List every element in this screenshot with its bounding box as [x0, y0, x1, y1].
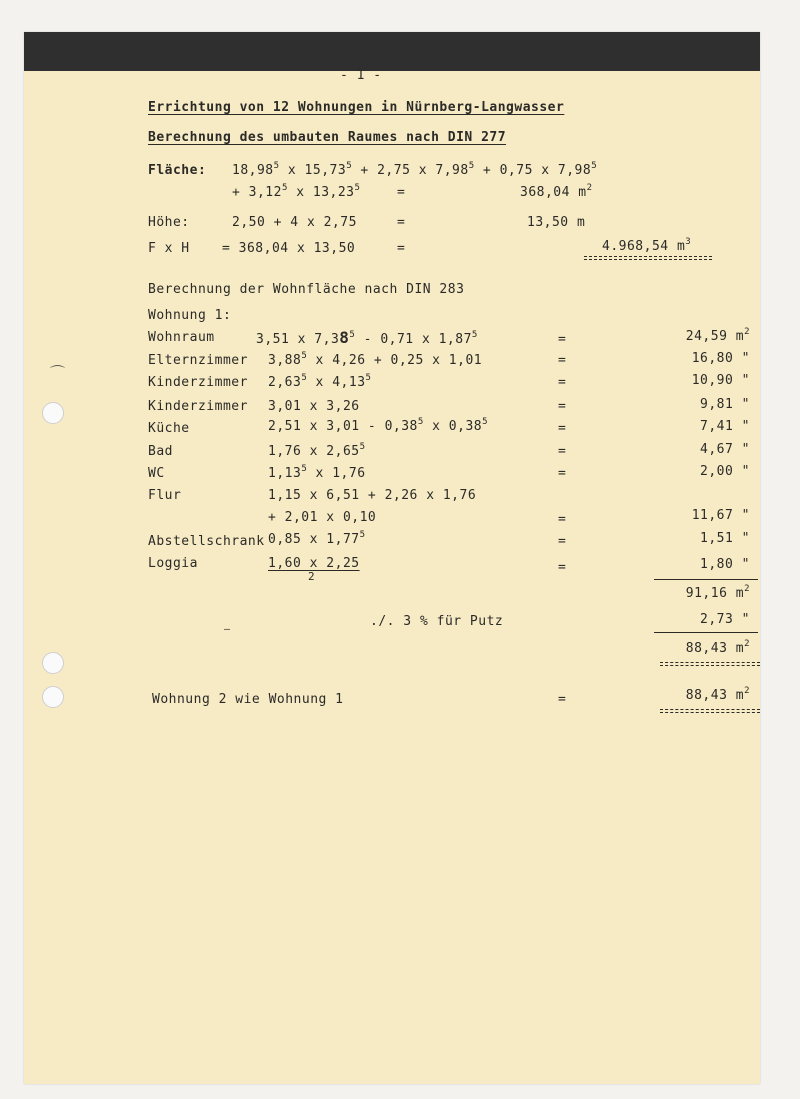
fxh-equals: = [397, 241, 406, 256]
room-equals: = [558, 444, 567, 459]
room-name: WC [148, 466, 165, 481]
project-title: Errichtung von 12 Wohnungen in Nürnberg-Langwasser [148, 100, 565, 115]
room-name: Loggia [148, 556, 198, 571]
room-equals: = [558, 353, 567, 368]
double-underline [660, 662, 760, 666]
flaeche-expression-line2: + $3,12^5$ x 13,23$^5$ [232, 183, 361, 200]
room-value: 24,59 $m^2$ [685, 327, 750, 344]
hoehe-equals: = [397, 215, 406, 230]
room-expression: 1,15 x 6,51 + 2,26 x 1,76 [268, 488, 477, 503]
hoehe-expression: 2,50 + 4 x 2,75 [232, 215, 357, 230]
room-name: Kinderzimmer [148, 375, 248, 390]
room-name: Abstellschrank [148, 534, 265, 549]
room-equals: = [558, 512, 567, 527]
room-equals: = [558, 375, 567, 390]
room-expression: 3,01 x 3,26 [268, 399, 360, 414]
putz-label: ./. 3 % für Putz [370, 614, 504, 629]
room-expression: 3,51 x 7,38$^5$ - 0,71 x 1,87$^5$ [256, 328, 478, 347]
room-value: 16,80 " [691, 351, 750, 366]
room-expression: 2,63$^5$ x 4,13$^5$ [268, 373, 372, 390]
putz-value: 2,73 " [700, 612, 750, 627]
room-equals: = [558, 466, 567, 481]
hoehe-label: Höhe: [148, 215, 190, 230]
room-expression: 1,60 x 2,25 [268, 556, 360, 571]
room-value: 11,67 " [691, 508, 750, 523]
total-value: 88,43 $m^2$ [685, 639, 750, 656]
unit-heading: Wohnung 1: [148, 308, 232, 323]
room-expression: 2,51 x 3,01 - 0,38$^5$ x 0,38$^5$ [268, 417, 489, 434]
fxh-result: 4.968,54 $m^3$ [602, 237, 692, 254]
room-name: Küche [148, 421, 190, 436]
room-equals: = [558, 560, 567, 575]
room-name: Kinderzimmer [148, 399, 248, 414]
fxh-expression: = 368,04 x 13,50 [222, 241, 356, 256]
room-expression: 1,13$^5$ x 1,76 [268, 464, 366, 481]
room-expression: 0,85 x 1,77$^5$ [268, 530, 366, 547]
flaeche-result: 368,04 $m^2$ [520, 183, 593, 200]
punch-hole [42, 402, 64, 424]
room-expression-continued: + 2,01 x 0,10 [268, 510, 377, 525]
calc-title: Berechnung des umbauten Raumes nach DIN 277 [148, 130, 507, 145]
room-equals: = [558, 399, 567, 414]
room-value: 7,41 " [700, 419, 750, 434]
document-page [24, 32, 760, 1084]
room-equals: = [558, 534, 567, 549]
room-name: Bad [148, 444, 173, 459]
punch-hole [42, 686, 64, 708]
living-area-title: Berechnung der Wohnfläche nach DIN 283 [148, 282, 465, 297]
page-number: - 1 - [340, 68, 382, 83]
room-value: 2,00 " [700, 464, 750, 479]
unit2-equals: = [558, 692, 567, 707]
room-value: 4,67 " [700, 442, 750, 457]
room-value: 9,81 " [700, 397, 750, 412]
subtotal-value: 91,16 $m^2$ [685, 584, 750, 601]
room-expression: 3,88$^5$ x 4,26 + 0,25 x 1,01 [268, 351, 483, 368]
room-name: Elternzimmer [148, 353, 248, 368]
room-expression: 1,76 x 2,65$^5$ [268, 442, 366, 459]
sum-rule [654, 579, 758, 580]
scan-edge-bar [24, 32, 760, 71]
room-name: Flur [148, 488, 182, 503]
room-value: 1,80 " [700, 557, 750, 572]
double-underline [660, 709, 760, 713]
unit2-label: Wohnung 2 wie Wohnung 1 [152, 692, 344, 707]
flaeche-label: Fläche: [148, 163, 207, 178]
fxh-label: F x H [148, 241, 190, 256]
room-equals: = [558, 421, 567, 436]
flaeche-equals: = [397, 185, 406, 200]
margin-dash: — [224, 624, 231, 635]
room-value: 1,51 " [700, 531, 750, 546]
sum-rule [654, 632, 758, 633]
hoehe-result: 13,50 m [527, 215, 586, 230]
room-divisor: 2 [308, 570, 316, 583]
room-equals: = [558, 332, 567, 347]
unit2-value: 88,43 $m^2$ [685, 686, 750, 703]
pencil-mark: ⌒ [50, 364, 66, 382]
flaeche-expression-line1: 18,98$^5$ x $15,73^5 + 2,75$ x $7,98^5 + 0,75$ x 7,98$^5$ [232, 161, 598, 178]
room-name: Wohnraum [148, 330, 215, 345]
double-underline [584, 256, 712, 260]
punch-hole [42, 652, 64, 674]
room-value: 10,90 " [691, 373, 750, 388]
